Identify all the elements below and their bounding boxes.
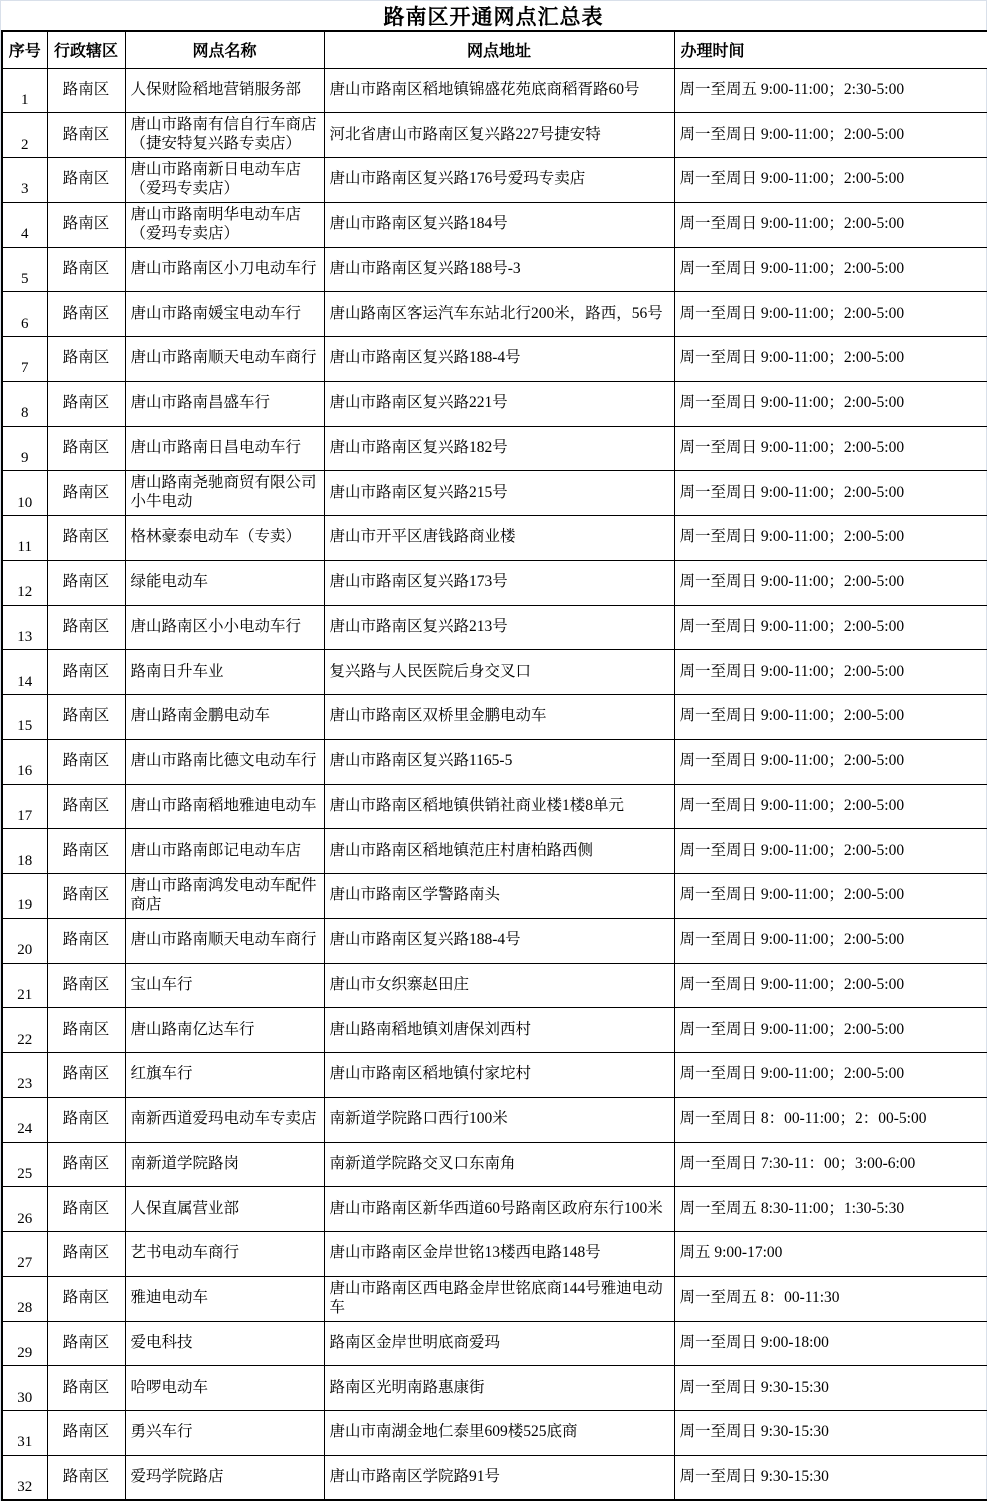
table-row bbox=[2, 247, 987, 292]
district-cell: 路南区 bbox=[47, 1142, 125, 1187]
site-address-cell: 唐山市路南区复兴路188-4号 bbox=[324, 918, 674, 963]
district-cell: 路南区 bbox=[47, 1097, 125, 1142]
serial-number-cell: 3 bbox=[2, 158, 47, 203]
service-hours-cell: 周一至周日 9:00-11:00；2:00-5:00 bbox=[674, 202, 987, 247]
table-row bbox=[2, 1366, 987, 1411]
site-address-cell: 唐山市路南区复兴路1165-5 bbox=[324, 739, 674, 784]
district-cell: 路南区 bbox=[47, 918, 125, 963]
table-row bbox=[2, 1008, 987, 1053]
district-cell: 路南区 bbox=[47, 1008, 125, 1053]
table-row bbox=[2, 829, 987, 874]
site-name-cell: 唐山路南亿达车行 bbox=[125, 1008, 324, 1053]
serial-number-cell: 6 bbox=[2, 292, 47, 337]
district-cell: 路南区 bbox=[47, 426, 125, 471]
site-name-cell: 唐山路南金鹏电动车 bbox=[125, 695, 324, 740]
col-header-site-address: 网点地址 bbox=[324, 31, 674, 68]
service-hours-cell: 周一至周日 9:00-11:00；2:00-5:00 bbox=[674, 1008, 987, 1053]
district-cell: 路南区 bbox=[47, 1366, 125, 1411]
service-hours-cell: 周一至周日 9:00-11:00；2:00-5:00 bbox=[674, 516, 987, 561]
district-cell: 路南区 bbox=[47, 337, 125, 382]
serial-number-cell: 10 bbox=[2, 471, 47, 516]
serial-number-cell: 26 bbox=[2, 1187, 47, 1232]
site-name-cell: 唐山市路南区小刀电动车行 bbox=[125, 247, 324, 292]
site-address-cell: 南新道学院路交叉口东南角 bbox=[324, 1142, 674, 1187]
serial-number-cell: 20 bbox=[2, 918, 47, 963]
table-row bbox=[2, 784, 987, 829]
service-hours-cell: 周一至周日 9:00-11:00；2:00-5:00 bbox=[674, 292, 987, 337]
serial-number-cell: 15 bbox=[2, 695, 47, 740]
table-row bbox=[2, 158, 987, 203]
service-hours-cell: 周一至周日 9:00-11:00；2:00-5:00 bbox=[674, 918, 987, 963]
table-row bbox=[2, 1187, 987, 1232]
table-row bbox=[2, 68, 987, 113]
service-hours-cell: 周一至周日 9:00-11:00；2:00-5:00 bbox=[674, 784, 987, 829]
district-cell: 路南区 bbox=[47, 516, 125, 561]
table-row bbox=[2, 1276, 987, 1321]
service-hours-cell: 周一至周日 9:00-11:00；2:00-5:00 bbox=[674, 471, 987, 516]
table-row bbox=[2, 202, 987, 247]
district-cell: 路南区 bbox=[47, 1455, 125, 1500]
serial-number-cell: 27 bbox=[2, 1232, 47, 1277]
service-hours-cell: 周一至周日 9:00-11:00；2:00-5:00 bbox=[674, 560, 987, 605]
service-hours-cell: 周一至周日 9:00-11:00；2:00-5:00 bbox=[674, 158, 987, 203]
district-cell: 路南区 bbox=[47, 1187, 125, 1232]
col-header-serial-number: 序号 bbox=[2, 31, 47, 68]
serial-number-cell: 5 bbox=[2, 247, 47, 292]
table-row bbox=[2, 963, 987, 1008]
site-address-cell: 唐山市路南区金岸世铭13楼西电路148号 bbox=[324, 1232, 674, 1277]
serial-number-cell: 29 bbox=[2, 1321, 47, 1366]
site-name-cell: 唐山市路南顺天电动车商行 bbox=[125, 337, 324, 382]
service-hours-cell: 周一至周日 7:30-11：00；3:00-6:00 bbox=[674, 1142, 987, 1187]
table-row bbox=[2, 426, 987, 471]
site-name-cell: 红旗车行 bbox=[125, 1053, 324, 1098]
serial-number-cell: 21 bbox=[2, 963, 47, 1008]
site-name-cell: 雅迪电动车 bbox=[125, 1276, 324, 1321]
table-row bbox=[2, 292, 987, 337]
table-header bbox=[2, 31, 987, 68]
service-hours-cell: 周一至周日 9:00-11:00；2:00-5:00 bbox=[674, 426, 987, 471]
site-address-cell: 唐山市路南区西电路金岸世铭底商144号雅迪电动车 bbox=[324, 1276, 674, 1321]
district-cell: 路南区 bbox=[47, 381, 125, 426]
serial-number-cell: 22 bbox=[2, 1008, 47, 1053]
district-cell: 路南区 bbox=[47, 68, 125, 113]
service-hours-cell: 周一至周日 9:00-11:00；2:00-5:00 bbox=[674, 829, 987, 874]
site-name-cell: 唐山市路南郎记电动车店 bbox=[125, 829, 324, 874]
serial-number-cell: 14 bbox=[2, 650, 47, 695]
service-hours-cell: 周一至周日 9:30-15:30 bbox=[674, 1411, 987, 1456]
table-row bbox=[2, 1232, 987, 1277]
network-sites-table bbox=[1, 30, 987, 1501]
service-hours-cell: 周一至周日 9:00-11:00；2:00-5:00 bbox=[674, 247, 987, 292]
serial-number-cell: 28 bbox=[2, 1276, 47, 1321]
district-cell: 路南区 bbox=[47, 784, 125, 829]
service-hours-cell: 周五 9:00-17:00 bbox=[674, 1232, 987, 1277]
site-address-cell: 南新道学院路口西行100米 bbox=[324, 1097, 674, 1142]
site-name-cell: 南新西道爱玛电动车专卖店 bbox=[125, 1097, 324, 1142]
site-address-cell: 唐山市路南区稻地镇供销社商业楼1楼8单元 bbox=[324, 784, 674, 829]
district-cell: 路南区 bbox=[47, 158, 125, 203]
table-row bbox=[2, 650, 987, 695]
site-name-cell: 宝山车行 bbox=[125, 963, 324, 1008]
site-address-cell: 唐山市路南区复兴路213号 bbox=[324, 605, 674, 650]
site-address-cell: 唐山市南湖金地仁泰里609楼525底商 bbox=[324, 1411, 674, 1456]
district-cell: 路南区 bbox=[47, 650, 125, 695]
site-name-cell: 唐山市路南媛宝电动车行 bbox=[125, 292, 324, 337]
district-cell: 路南区 bbox=[47, 113, 125, 158]
site-name-cell: 南新道学院路岗 bbox=[125, 1142, 324, 1187]
site-name-cell: 唐山市路南稻地雅迪电动车 bbox=[125, 784, 324, 829]
service-hours-cell: 周一至周日 9:00-11:00；2:00-5:00 bbox=[674, 874, 987, 919]
site-name-cell: 唐山市路南昌盛车行 bbox=[125, 381, 324, 426]
table-row bbox=[2, 1411, 987, 1456]
service-hours-cell: 周一至周日 9:30-15:30 bbox=[674, 1455, 987, 1500]
service-hours-cell: 周一至周日 9:00-11:00；2:00-5:00 bbox=[674, 739, 987, 784]
table-row bbox=[2, 1321, 987, 1366]
site-address-cell: 唐山市路南区双桥里金鹏电动车 bbox=[324, 695, 674, 740]
site-address-cell: 复兴路与人民医院后身交叉口 bbox=[324, 650, 674, 695]
district-cell: 路南区 bbox=[47, 560, 125, 605]
service-hours-cell: 周一至周日 9:00-11:00；2:00-5:00 bbox=[674, 605, 987, 650]
table-row bbox=[2, 1053, 987, 1098]
site-address-cell: 唐山市路南区复兴路184号 bbox=[324, 202, 674, 247]
serial-number-cell: 2 bbox=[2, 113, 47, 158]
site-name-cell: 唐山路南区小小电动车行 bbox=[125, 605, 324, 650]
serial-number-cell: 13 bbox=[2, 605, 47, 650]
site-address-cell: 唐山市路南区新华西道60号路南区政府东行100米 bbox=[324, 1187, 674, 1232]
col-header-service-hours: 办理时间 bbox=[674, 31, 987, 68]
serial-number-cell: 16 bbox=[2, 739, 47, 784]
serial-number-cell: 9 bbox=[2, 426, 47, 471]
serial-number-cell: 19 bbox=[2, 874, 47, 919]
site-address-cell: 唐山路南区客运汽车东站北行200米，路西，56号 bbox=[324, 292, 674, 337]
site-address-cell: 唐山市路南区复兴路176号爱玛专卖店 bbox=[324, 158, 674, 203]
table-row bbox=[2, 1142, 987, 1187]
site-address-cell: 唐山市路南区复兴路188号-3 bbox=[324, 247, 674, 292]
site-address-cell: 唐山市路南区稻地镇范庄村唐柏路西侧 bbox=[324, 829, 674, 874]
site-address-cell: 唐山市路南区复兴路215号 bbox=[324, 471, 674, 516]
site-name-cell: 爱玛学院路店 bbox=[125, 1455, 324, 1500]
service-hours-cell: 周一至周日 9:00-11:00；2:00-5:00 bbox=[674, 113, 987, 158]
service-hours-cell: 周一至周五 8:30-11:00；1:30-5:30 bbox=[674, 1187, 987, 1232]
site-address-cell: 唐山市开平区唐钱路商业楼 bbox=[324, 516, 674, 561]
site-address-cell: 唐山市路南区稻地镇付家坨村 bbox=[324, 1053, 674, 1098]
table-row bbox=[2, 381, 987, 426]
site-name-cell: 艺书电动车商行 bbox=[125, 1232, 324, 1277]
site-name-cell: 勇兴车行 bbox=[125, 1411, 324, 1456]
site-name-cell: 唐山市路南日昌电动车行 bbox=[125, 426, 324, 471]
site-address-cell: 河北省唐山市路南区复兴路227号捷安特 bbox=[324, 113, 674, 158]
page-title: 路南区开通网点汇总表 bbox=[1, 1, 986, 30]
serial-number-cell: 31 bbox=[2, 1411, 47, 1456]
site-name-cell: 爱电科技 bbox=[125, 1321, 324, 1366]
serial-number-cell: 7 bbox=[2, 337, 47, 382]
table-row bbox=[2, 471, 987, 516]
district-cell: 路南区 bbox=[47, 247, 125, 292]
table-row bbox=[2, 874, 987, 919]
site-address-cell: 唐山路南稻地镇刘唐保刘西村 bbox=[324, 1008, 674, 1053]
district-cell: 路南区 bbox=[47, 1411, 125, 1456]
site-name-cell: 格林豪泰电动车（专卖） bbox=[125, 516, 324, 561]
site-name-cell: 路南日升车业 bbox=[125, 650, 324, 695]
site-name-cell: 唐山市路南顺天电动车商行 bbox=[125, 918, 324, 963]
serial-number-cell: 25 bbox=[2, 1142, 47, 1187]
table-row bbox=[2, 695, 987, 740]
service-hours-cell: 周一至周日 9:00-11:00；2:00-5:00 bbox=[674, 963, 987, 1008]
service-hours-cell: 周一至周日 9:00-11:00；2:00-5:00 bbox=[674, 695, 987, 740]
site-address-cell: 唐山市路南区稻地镇锦盛花苑底商稻胥路60号 bbox=[324, 68, 674, 113]
col-header-district: 行政辖区 bbox=[47, 31, 125, 68]
service-hours-cell: 周一至周日 9:00-11:00；2:00-5:00 bbox=[674, 650, 987, 695]
district-cell: 路南区 bbox=[47, 1276, 125, 1321]
service-hours-cell: 周一至周日 9:00-11:00；2:00-5:00 bbox=[674, 337, 987, 382]
site-address-cell: 唐山市路南区复兴路182号 bbox=[324, 426, 674, 471]
service-hours-cell: 周一至周日 9:00-18:00 bbox=[674, 1321, 987, 1366]
district-cell: 路南区 bbox=[47, 1321, 125, 1366]
district-cell: 路南区 bbox=[47, 1053, 125, 1098]
district-cell: 路南区 bbox=[47, 292, 125, 337]
site-address-cell: 唐山市路南区学警路南头 bbox=[324, 874, 674, 919]
site-address-cell: 唐山市路南区复兴路221号 bbox=[324, 381, 674, 426]
district-cell: 路南区 bbox=[47, 605, 125, 650]
service-hours-cell: 周一至周日 9:00-11:00；2:00-5:00 bbox=[674, 1053, 987, 1098]
serial-number-cell: 23 bbox=[2, 1053, 47, 1098]
serial-number-cell: 11 bbox=[2, 516, 47, 561]
district-cell: 路南区 bbox=[47, 202, 125, 247]
site-name-cell: 哈啰电动车 bbox=[125, 1366, 324, 1411]
site-address-cell: 唐山市路南区学院路91号 bbox=[324, 1455, 674, 1500]
serial-number-cell: 4 bbox=[2, 202, 47, 247]
serial-number-cell: 24 bbox=[2, 1097, 47, 1142]
table-row bbox=[2, 337, 987, 382]
district-cell: 路南区 bbox=[47, 1232, 125, 1277]
table-row bbox=[2, 1097, 987, 1142]
site-name-cell: 唐山市路南新日电动车店（爱玛专卖店） bbox=[125, 158, 324, 203]
header-row bbox=[2, 31, 987, 68]
site-address-cell: 路南区光明南路惠康街 bbox=[324, 1366, 674, 1411]
district-cell: 路南区 bbox=[47, 695, 125, 740]
site-address-cell: 唐山市路南区复兴路173号 bbox=[324, 560, 674, 605]
table-row bbox=[2, 560, 987, 605]
table-row bbox=[2, 605, 987, 650]
serial-number-cell: 12 bbox=[2, 560, 47, 605]
district-cell: 路南区 bbox=[47, 739, 125, 784]
serial-number-cell: 32 bbox=[2, 1455, 47, 1500]
service-hours-cell: 周一至周日 8：00-11:00；2：00-5:00 bbox=[674, 1097, 987, 1142]
table-row bbox=[2, 1455, 987, 1500]
site-address-cell: 路南区金岸世明底商爱玛 bbox=[324, 1321, 674, 1366]
district-cell: 路南区 bbox=[47, 829, 125, 874]
district-cell: 路南区 bbox=[47, 471, 125, 516]
serial-number-cell: 30 bbox=[2, 1366, 47, 1411]
serial-number-cell: 17 bbox=[2, 784, 47, 829]
serial-number-cell: 8 bbox=[2, 381, 47, 426]
site-name-cell: 唐山市路南明华电动车店（爱玛专卖店） bbox=[125, 202, 324, 247]
site-name-cell: 绿能电动车 bbox=[125, 560, 324, 605]
site-address-cell: 唐山市路南区复兴路188-4号 bbox=[324, 337, 674, 382]
table-row bbox=[2, 739, 987, 784]
serial-number-cell: 1 bbox=[2, 68, 47, 113]
site-address-cell: 唐山市女织寨赵田庄 bbox=[324, 963, 674, 1008]
table-row bbox=[2, 918, 987, 963]
table-body bbox=[2, 68, 987, 1500]
site-name-cell: 唐山路南尧驰商贸有限公司小牛电动 bbox=[125, 471, 324, 516]
site-name-cell: 唐山市路南鸿发电动车配件商店 bbox=[125, 874, 324, 919]
col-header-site-name: 网点名称 bbox=[125, 31, 324, 68]
site-name-cell: 唐山市路南比德文电动车行 bbox=[125, 739, 324, 784]
table-row bbox=[2, 113, 987, 158]
table-row bbox=[2, 516, 987, 561]
site-name-cell: 唐山市路南有信自行车商店（捷安特复兴路专卖店） bbox=[125, 113, 324, 158]
serial-number-cell: 18 bbox=[2, 829, 47, 874]
district-cell: 路南区 bbox=[47, 963, 125, 1008]
service-hours-cell: 周一至周日 9:00-11:00；2:00-5:00 bbox=[674, 381, 987, 426]
site-name-cell: 人保直属营业部 bbox=[125, 1187, 324, 1232]
service-hours-cell: 周一至周五 8：00-11:30 bbox=[674, 1276, 987, 1321]
service-hours-cell: 周一至周日 9:30-15:30 bbox=[674, 1366, 987, 1411]
district-cell: 路南区 bbox=[47, 874, 125, 919]
site-name-cell: 人保财险稻地营销服务部 bbox=[125, 68, 324, 113]
service-hours-cell: 周一至周五 9:00-11:00；2:30-5:00 bbox=[674, 68, 987, 113]
